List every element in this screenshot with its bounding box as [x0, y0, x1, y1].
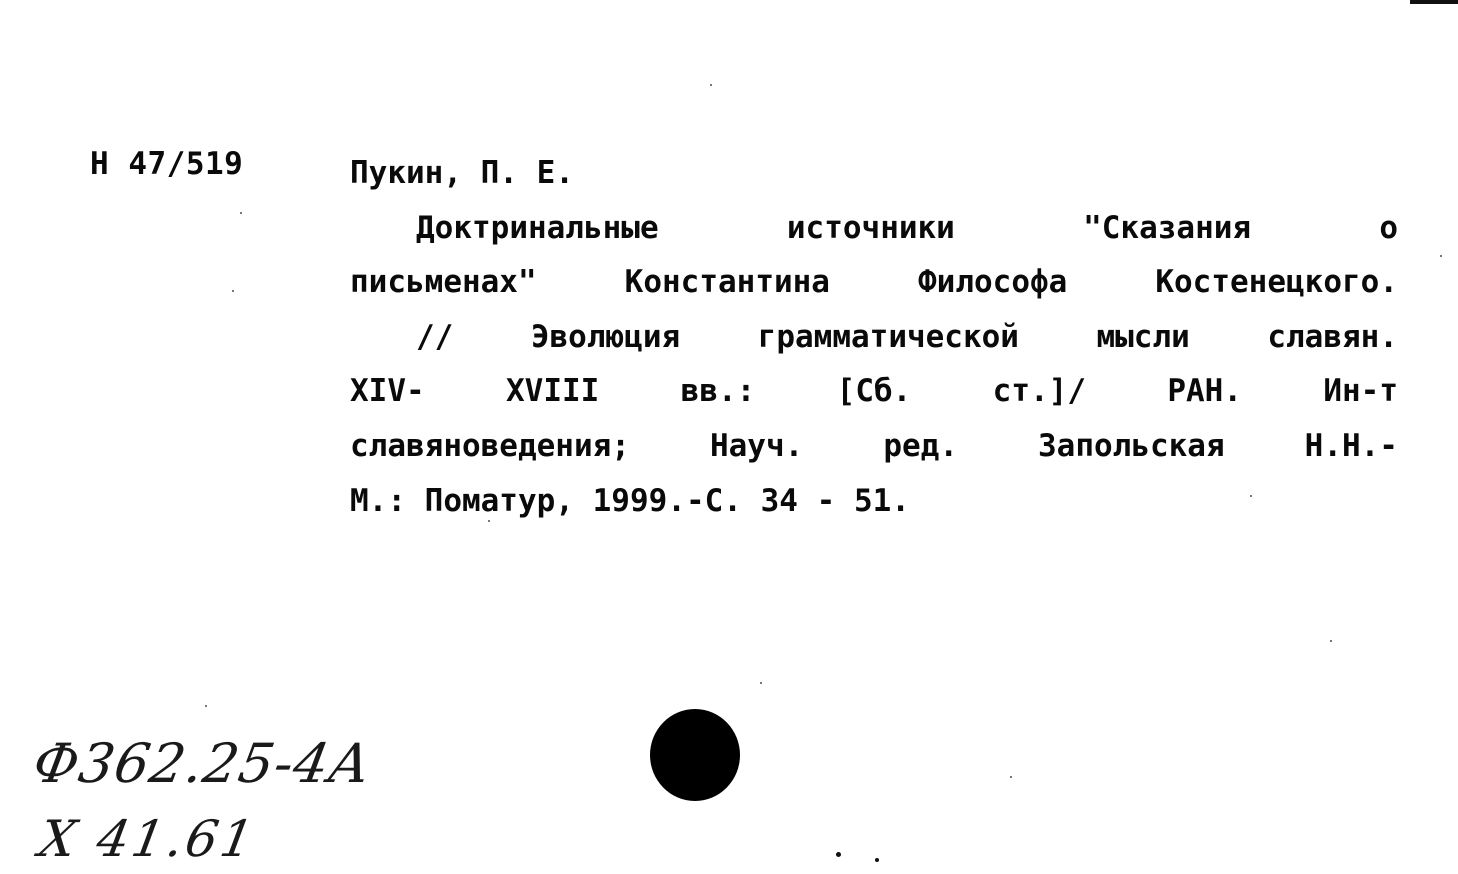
word: мысли	[1096, 318, 1190, 355]
scan-noise	[205, 705, 207, 707]
word: 51.	[853, 482, 910, 519]
punch-hole	[650, 709, 740, 801]
bibliographic-record	[350, 146, 1398, 528]
scan-noise	[710, 84, 712, 86]
ink-speck	[875, 858, 879, 862]
word: //	[416, 318, 454, 355]
word: письменах"	[350, 264, 537, 301]
handwritten-classification-1: Ф362.25-4А	[28, 732, 377, 795]
word: М.:	[350, 482, 425, 519]
scan-noise	[232, 290, 234, 292]
source-line-3	[350, 419, 1398, 474]
title-line-2	[350, 255, 1398, 310]
author-line: Пукин, П. Е.	[350, 155, 574, 191]
word: Философа	[918, 264, 1068, 301]
word: ред.	[883, 427, 958, 464]
word: XIV-	[350, 373, 425, 410]
word: вв.:	[680, 373, 756, 410]
word: Поматур,	[424, 482, 593, 519]
word: грамматической	[757, 318, 1019, 355]
word: 1999.-С.	[592, 482, 761, 519]
word: Константина	[624, 264, 830, 301]
word: Науч.	[709, 427, 804, 464]
scan-noise	[760, 682, 762, 684]
source-line-1	[350, 310, 1398, 365]
word: славян.	[1267, 318, 1398, 355]
scan-noise	[1440, 255, 1442, 257]
word: Ин-т	[1323, 373, 1398, 410]
ink-speck	[836, 852, 841, 857]
word: источники	[786, 209, 955, 246]
imprint-line	[350, 474, 1398, 529]
word: славяноведения;	[350, 427, 630, 464]
word: -	[816, 482, 854, 519]
scan-noise	[1010, 776, 1012, 778]
word: о	[1379, 209, 1398, 246]
word: Н.Н.-	[1304, 427, 1398, 464]
word: XVIII	[506, 373, 600, 410]
word: Эволюция	[530, 318, 681, 355]
source-line-2	[350, 364, 1398, 419]
scan-noise	[1250, 495, 1252, 497]
word: ст.]/	[992, 373, 1086, 410]
word: РАН.	[1167, 373, 1242, 410]
scan-noise	[240, 212, 242, 214]
word: Доктринальные	[416, 209, 659, 246]
handwritten-classification-2: Х 41.61	[34, 810, 261, 868]
scan-noise	[1330, 640, 1332, 642]
word: Костенецкого.	[1155, 264, 1398, 301]
word: "Сказания	[1083, 209, 1252, 246]
scan-noise	[488, 520, 490, 522]
word: [Сб.	[836, 373, 912, 410]
card-edge-mark	[1410, 0, 1458, 4]
word: 34	[760, 482, 817, 519]
title-line-1	[350, 201, 1398, 256]
word: Запольская	[1038, 427, 1225, 464]
shelf-code: Н 47/519	[90, 146, 244, 182]
